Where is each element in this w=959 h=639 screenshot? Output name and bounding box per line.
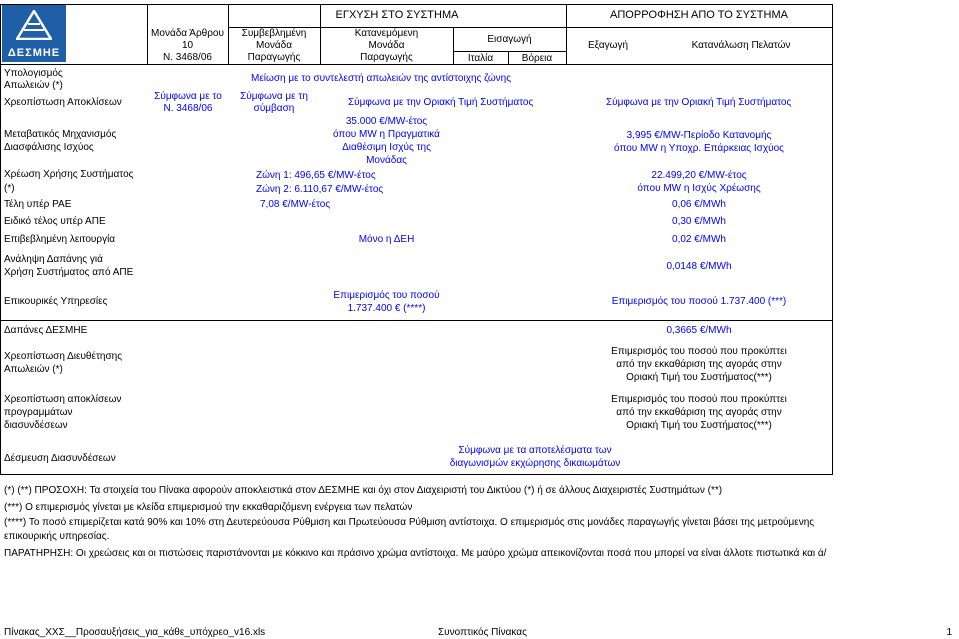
- katanalosi-header: Κατανάλωση Πελατών: [691, 40, 791, 51]
- note-1: (*) (**) ΠΡΟΣΟΧΗ: Τα στοιχεία του Πίνακα αφορούν αποκλειστικά στον ΔΕΣΜΗΕ και όχι στον Διαχειριστή του Δικτύου (*) ή σε άλλους Διαχειριστές Συστημάτων (**): [4, 485, 723, 496]
- diefthetis-label-line1: Χρεοπίστωση Διευθέτησης: [4, 351, 123, 362]
- mono-dei-value: Μόνο η ΔΕΗ: [358, 234, 415, 245]
- eidiko-label: Ειδικό τέλος υπέρ ΑΠΕ: [4, 216, 106, 227]
- ypologismos-label-line2: Απωλειών (*): [4, 80, 63, 91]
- footer-filename: Πίνακας_ΧΧΣ__Προσαυξήσεις_για_κάθε_υπόχρεο_v16.xls: [4, 627, 266, 638]
- xreosi-label-line1: Χρέωση Χρήσης Συστήματος: [4, 169, 134, 180]
- epimerismos-left-line2: 1.737.400 € (****): [347, 303, 426, 314]
- epivevlimeni-label: Επιβεβλημένη λειτουργία: [4, 234, 116, 245]
- oriaki-right-value: Σύμφωνα με την Οριακή Τιμή Συστήματος: [606, 97, 792, 108]
- katanemomeni-line2: Μονάδα: [368, 40, 405, 51]
- analipsi-label-line2: Χρήση Συστήματος από ΑΠΕ: [4, 267, 134, 278]
- mv-right-line1: 3,995 €/MW-Περίοδο Κατανομής: [626, 130, 772, 141]
- teli-rae-right-value: 0,06 €/MWh: [672, 199, 726, 210]
- programmaton-label-line1: Χρεοπίστωση αποκλίσεων: [4, 394, 122, 405]
- symvevlimeni-line2: Μονάδα: [255, 40, 293, 51]
- xreosi-label-line2: (*): [4, 183, 15, 194]
- aporrofisi-header: ΑΠΟΡΡΟΦΗΣΗ ΑΠΟ ΤΟ ΣΥΣΤΗΜΑ: [610, 9, 788, 21]
- programmaton-label-line2: προγραμμάτων: [4, 407, 73, 418]
- symfona-symv-line1: Σύμφωνα με τη: [240, 91, 308, 102]
- grid-line: [0, 320, 833, 321]
- eisagogi-header: Εισαγωγή: [487, 34, 532, 45]
- exagogi-header: Εξαγωγή: [587, 40, 629, 51]
- metavatikos-label-line1: Μεταβατικός Μηχανισμός: [4, 129, 117, 140]
- programmaton-right-line3: Οριακή Τιμή του Συστήματος(***): [626, 420, 772, 431]
- symvevlimeni-line1: Συμβεβλημένη: [241, 28, 307, 39]
- epimerismos-left-line1: Επιμερισμός του ποσού: [333, 290, 440, 301]
- grid-line: [0, 4, 1, 474]
- epikouriko-label: Επικουρικές Υπηρεσίες: [4, 296, 108, 307]
- programmaton-label-line3: διασυνδέσεων: [4, 420, 68, 431]
- grid-line: [566, 27, 832, 28]
- grid-line: [0, 474, 833, 475]
- diefthetis-right-line1: Επιμερισμός του ποσού που προκύπτει: [611, 346, 787, 357]
- grid-line: [453, 51, 566, 52]
- eidiko-right-value: 0,30 €/MWh: [672, 216, 726, 227]
- grid-line: [832, 4, 833, 474]
- symvevlimeni-line3: Παραγωγής: [247, 52, 301, 63]
- zoni1-value: Ζώνη 1: 496,65 €/MW-έτος: [256, 170, 376, 181]
- symfona-symv-line2: σύμβαση: [253, 103, 295, 114]
- analipsi-right-value: 0,0148 €/MWh: [666, 261, 732, 272]
- dapanes-label: Δαπάνες ΔΕΣΜΗΕ: [4, 325, 88, 336]
- ypologismos-label-line1: Υπολογισμός: [4, 68, 63, 79]
- dapanes-right-value: 0,3665 €/MWh: [666, 325, 732, 336]
- programmaton-right-line2: από την εκκαθάριση της αγοράς στην: [616, 407, 782, 418]
- mv-left-line4: Μονάδας: [366, 155, 407, 166]
- mv-right-line2: όπου MW η Υποχρ. Επάρκειας Ισχύος: [614, 143, 784, 154]
- xreopistosi-apokl-label: Χρεοπίστωση Αποκλίσεων: [4, 97, 122, 108]
- desmefsi-label: Δέσμευση Διασυνδέσεων: [4, 453, 116, 464]
- zoni2-value: Ζώνη 2: 6.110,67 €/MW-έτος: [256, 184, 384, 195]
- katanemomeni-line1: Κατανεμόμενη: [354, 28, 419, 39]
- symfona-n-line1: Σύμφωνα με το: [154, 91, 222, 102]
- note-3-line1: (****) Το ποσό επιμερίζεται κατά 90% και 10% στη Δευτερεύουσα Ρύθμιση και Πρωτεύουσα Ρύθμιση αντίστοιχα. Ο επιμερισμός στις μονάδες παραγωγής γίνεται βάσει της μετρούμενης: [4, 517, 815, 528]
- mv-left-line1: 35.000 €/MW-έτος: [345, 116, 428, 127]
- mv-left-line3: Διαθέσιμη Ισχύς της: [342, 142, 431, 153]
- metavatikos-label-line2: Διασφάλισης Ισχύος: [4, 142, 94, 153]
- grid-line: [0, 4, 833, 5]
- epivevlimeni-right-value: 0,02 €/MWh: [672, 234, 726, 245]
- mv-left-line2: όπου MW η Πραγματικά: [333, 129, 440, 140]
- egxysi-header: ΕΓΧΥΣΗ ΣΤΟ ΣΥΣΤΗΜΑ: [335, 9, 459, 21]
- monada-arthrou-line1: Μονάδα Άρθρου: [151, 28, 224, 39]
- voreia-header: Βόρεια: [521, 53, 553, 64]
- katanemomeni-line3: Παραγωγής: [360, 52, 413, 63]
- analipsi-label-line1: Ανάληψη Δαπάνης γιά: [4, 254, 103, 265]
- xreosi-right-line2: όπου MW η Ισχύς Χρέωσης: [637, 183, 761, 194]
- teli-rae-left-value: 7,08 €/MW-έτος: [260, 199, 331, 210]
- desmefsi-mid-line1: Σύμφωνα με τα αποτελέσματα των: [458, 445, 612, 456]
- epimerismos-right-value: Επιμερισμός του ποσού 1.737.400 (***): [611, 296, 787, 307]
- meiosi-value: Μείωση με το συντελεστή απωλειών της αντίστοιχης ζώνης: [251, 73, 512, 84]
- oriaki-left-value: Σύμφωνα με την Οριακή Τιμή Συστήματος: [348, 97, 534, 108]
- teli-rae-label: Τέλη υπέρ ΡΑΕ: [4, 199, 72, 210]
- footer-sheet-name: Συνοπτικός Πίνακας: [438, 627, 527, 638]
- programmaton-right-line1: Επιμερισμός του ποσού που προκύπτει: [611, 394, 787, 405]
- logo-text: ΔΕΣΜΗΕ: [7, 47, 61, 59]
- note-2: (***) Ο επιμερισμός γίνεται με κλείδα επιμερισμού την εκκαθαριζόμενη ενέργεια των πελατών: [4, 502, 413, 513]
- symfona-n-line2: Ν. 3468/06: [163, 103, 213, 114]
- monada-arthrou-line3: Ν. 3468/06: [163, 52, 212, 63]
- footer-page-number: 1: [946, 627, 952, 638]
- note-3-line2: επικουρικής υπηρεσίας.: [4, 531, 110, 542]
- diefthetis-right-line3: Οριακή Τιμή του Συστήματος(***): [626, 372, 772, 383]
- note-4: ΠΑΡΑΤΗΡΗΣΗ: Οι χρεώσεις και οι πιστώσεις παριστάνονται με κόκκινο και πράσινο χρώμα αντίστοιχα. Με μαύρο χρώμα απεικονίζονται ποσά που μπορεί να είναι άλλοτε πιστωτικά και ά/: [4, 548, 827, 559]
- diefthetis-label-line2: Απωλειών (*): [4, 364, 63, 375]
- desmie-logo: [2, 4, 66, 62]
- diefthetis-right-line2: από την εκκαθάριση της αγοράς στην: [616, 359, 782, 370]
- grid-line: [0, 64, 833, 65]
- desmefsi-mid-line2: διαγωνισμών εκχώρησης δικαιωμάτων: [449, 458, 621, 469]
- desmie-logo-mark-icon: [16, 10, 52, 40]
- xreosi-right-line1: 22.499,20 €/MW-έτος: [651, 170, 747, 181]
- italia-header: Ιταλία: [467, 53, 494, 64]
- monada-arthrou-line2: 10: [181, 40, 194, 51]
